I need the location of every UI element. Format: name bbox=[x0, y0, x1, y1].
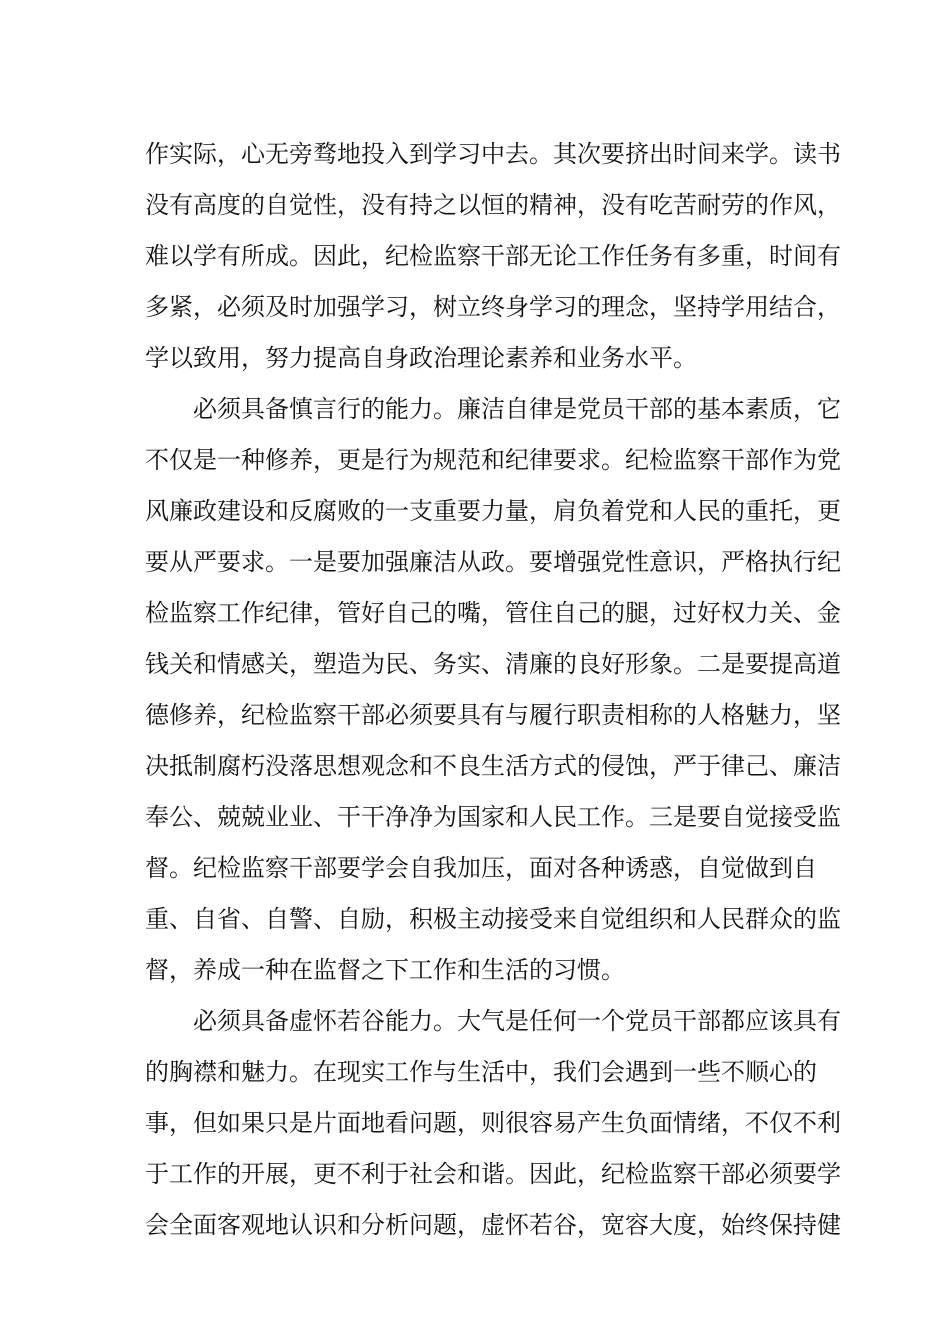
text-line: 风廉政建设和反腐败的一支重要力量，肩负着党和人民的重托，更 bbox=[145, 497, 841, 525]
text-line: 作实际，心无旁骛地投入到学习中去。其次要挤出时间来学。读书 bbox=[145, 140, 841, 168]
text-line: 德修养，纪检监察干部必须要具有与履行职责相称的人格魅力，坚 bbox=[145, 701, 841, 729]
text-line: 会全面客观地认识和分析问题，虚怀若谷，宽容大度，始终保持健 bbox=[145, 1211, 841, 1239]
text-line: 于工作的开展，更不利于社会和谐。因此，纪检监察干部必须要学 bbox=[145, 1160, 841, 1188]
text-line: 难以学有所成。因此，纪检监察干部无论工作任务有多重，时间有 bbox=[145, 242, 841, 270]
text-line: 检监察工作纪律，管好自己的嘴，管住自己的腿，过好权力关、金 bbox=[145, 599, 841, 627]
text-line: 督。纪检监察干部要学会自我加压，面对各种诱惑，自觉做到自 bbox=[145, 854, 817, 882]
text-line: 多紧，必须及时加强学习，树立终身学习的理念，坚持学用结合， bbox=[145, 293, 841, 321]
text-line: 督，养成一种在监督之下工作和生活的习惯。 bbox=[145, 956, 625, 984]
text-line: 钱关和情感关，塑造为民、务实、清廉的良好形象。二是要提高道 bbox=[145, 650, 841, 678]
text-line: 没有高度的自觉性，没有持之以恒的精神，没有吃苦耐劳的作风， bbox=[145, 191, 841, 219]
text-line: 学以致用，努力提高自身政治理论素养和业务水平。 bbox=[145, 344, 697, 372]
paragraph-start-line: 必须具备虚怀若谷能力。大气是任何一个党员干部都应该具有 bbox=[193, 1007, 841, 1035]
paragraph-start-line: 必须具备慎言行的能力。廉洁自律是党员干部的基本素质，它 bbox=[193, 395, 841, 423]
text-line: 要从严要求。一是要加强廉洁从政。要增强党性意识，严格执行纪 bbox=[145, 548, 841, 576]
text-line: 奉公、兢兢业业、干干净净为国家和人民工作。三是要自觉接受监 bbox=[145, 803, 841, 831]
text-line: 重、自省、自警、自励，积极主动接受来自觉组织和人民群众的监 bbox=[145, 905, 841, 933]
text-line: 的胸襟和魅力。在现实工作与生活中，我们会遇到一些不顺心的 bbox=[145, 1058, 817, 1086]
text-line: 事，但如果只是片面地看问题，则很容易产生负面情绪，不仅不利 bbox=[145, 1109, 841, 1137]
text-line: 决抵制腐朽没落思想观念和不良生活方式的侵蚀，严于律己、廉洁 bbox=[145, 752, 841, 780]
text-line: 不仅是一种修养，更是行为规范和纪律要求。纪检监察干部作为党 bbox=[145, 446, 841, 474]
